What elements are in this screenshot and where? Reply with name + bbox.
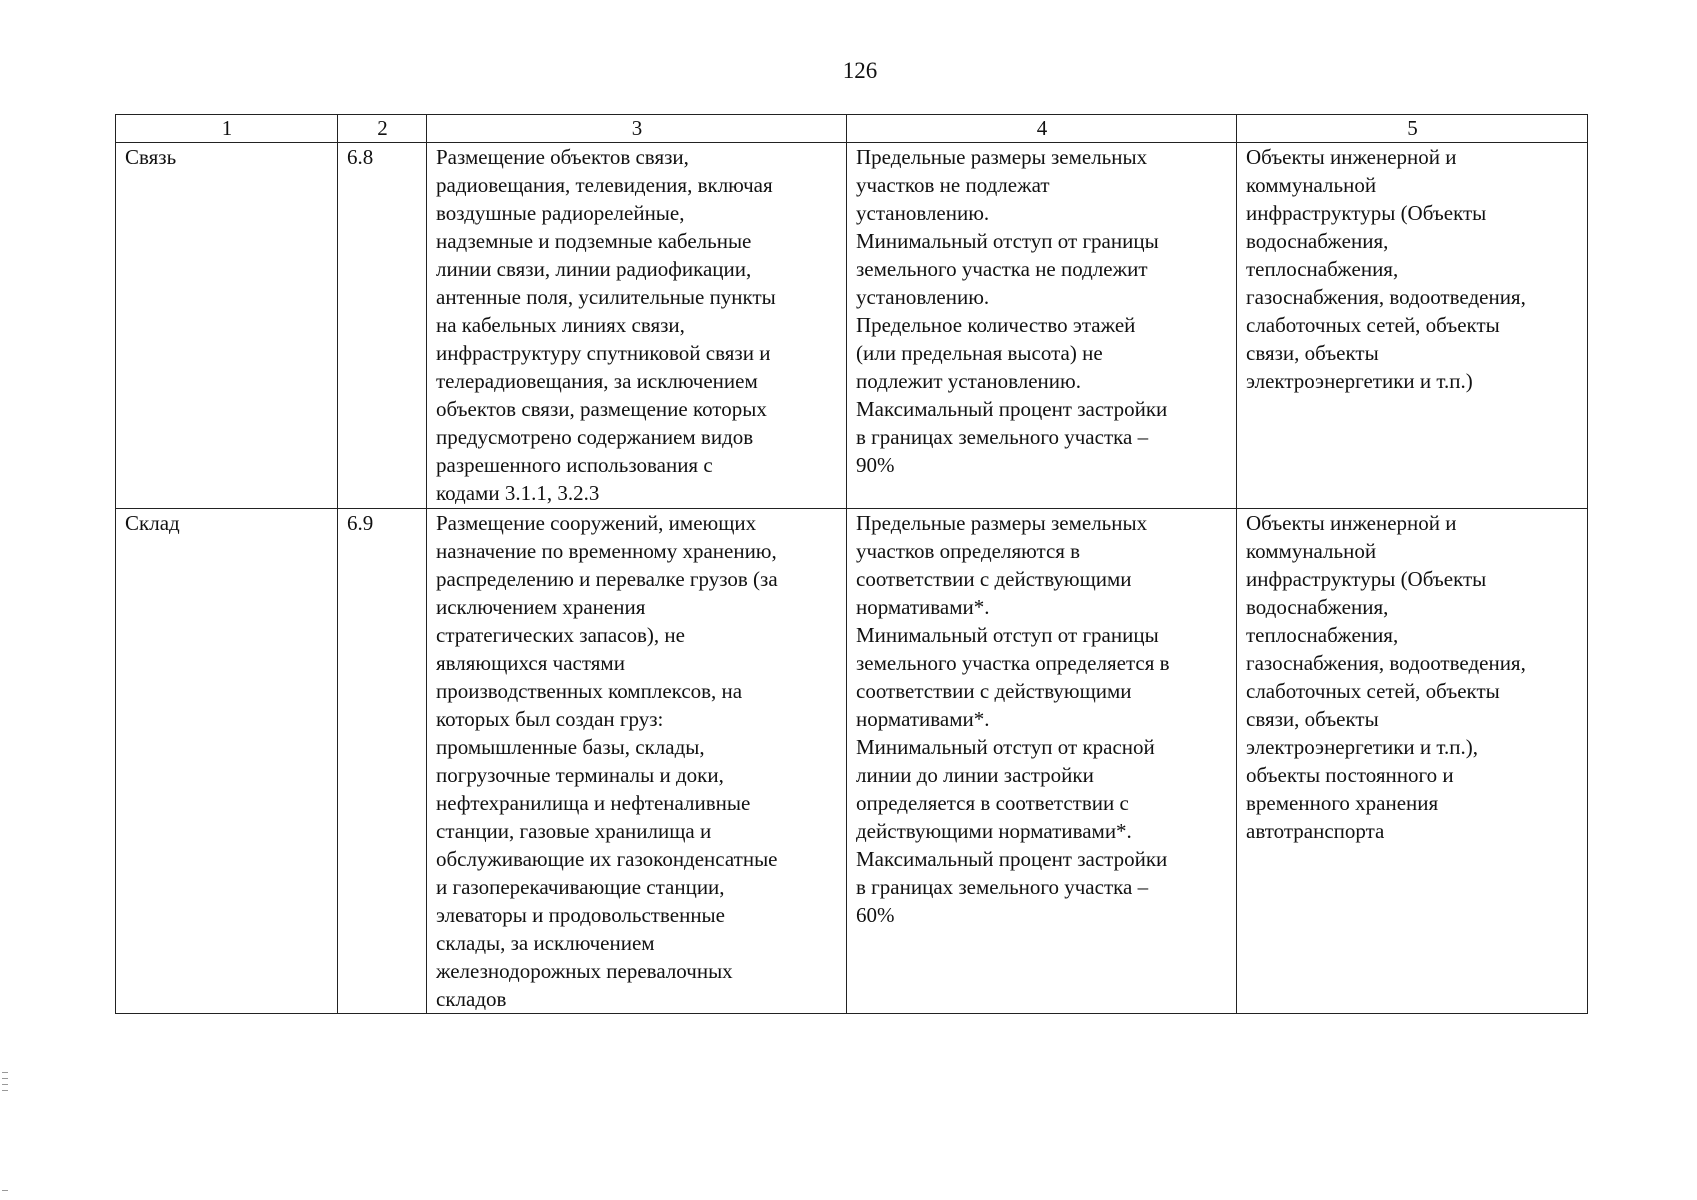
text-line: установлению.: [856, 201, 990, 225]
text-line: нефтехранилища и нефтеналивные: [436, 791, 751, 815]
table-header-row: [116, 115, 1588, 143]
scan-artifact: [2, 1190, 8, 1191]
text-line: нормативами*.: [856, 707, 990, 731]
text-line: коммунальной: [1246, 173, 1377, 197]
text-line: складов: [436, 987, 507, 1011]
scan-artifact: [2, 1072, 8, 1073]
text-line: кодами 3.1.1, 3.2.3: [436, 481, 600, 505]
text-line: Объекты инженерной и: [1246, 511, 1457, 535]
text-line: Объекты инженерной и: [1246, 145, 1457, 169]
text-line: телерадиовещания, за исключением: [436, 369, 758, 393]
text-line: установлению.: [856, 285, 990, 309]
text-line: газоснабжения, водоотведения,: [1246, 651, 1526, 675]
text-line: земельного участка определяется в: [856, 651, 1170, 675]
text-line: (или предельная высота) не: [856, 341, 1103, 365]
text-line: 60%: [856, 903, 895, 927]
land-use-name-cell: Связь: [116, 143, 338, 509]
text-line: являющихся частями: [436, 651, 625, 675]
text-line: 90%: [856, 453, 895, 477]
text-line: погрузочные терминалы и доки,: [436, 763, 724, 787]
parameters-cell: [847, 509, 1237, 1014]
text-line: и газоперекачивающие станции,: [436, 875, 725, 899]
text-line: станции, газовые хранилища и: [436, 819, 712, 843]
text-line: Минимальный отступ от границы: [856, 229, 1159, 253]
text-line: линии связи, линии радиофикации,: [436, 257, 752, 281]
text-line: Предельное количество этажей: [856, 313, 1136, 337]
text-line: действующими нормативами*.: [856, 819, 1132, 843]
description-cell: [427, 509, 847, 1014]
text-line: производственных комплексов, на: [436, 679, 743, 703]
text-line: Предельные размеры земельных: [856, 511, 1148, 535]
table-row: [116, 143, 1588, 509]
scan-artifact: [2, 1078, 8, 1079]
text-line: коммунальной: [1246, 539, 1377, 563]
text-line: в границах земельного участка –: [856, 875, 1149, 899]
text-line: соответствии с действующими: [856, 679, 1132, 703]
text-line: инфраструктуры (Объекты: [1246, 567, 1487, 591]
auxiliary-uses-cell: [1237, 143, 1588, 509]
text-line: радиовещания, телевидения, включая: [436, 173, 773, 197]
text-line: связи, объекты: [1246, 707, 1379, 731]
text-line: участков не подлежат: [856, 173, 1050, 197]
text-line: Размещение объектов связи,: [436, 145, 689, 169]
text-line: линии до линии застройки: [856, 763, 1094, 787]
text-line: объектов связи, размещение которых: [436, 397, 767, 421]
table-row: [116, 509, 1588, 1014]
text-line: в границах земельного участка –: [856, 425, 1149, 449]
text-line: Максимальный процент застройки: [856, 397, 1168, 421]
text-line: промышленные базы, склады,: [436, 735, 705, 759]
page-number: 126: [842, 58, 878, 83]
text-line: объекты постоянного и: [1246, 763, 1454, 787]
text-line: слаботочных сетей, объекты: [1246, 313, 1500, 337]
text-line: временного хранения: [1246, 791, 1439, 815]
text-line: разрешенного использования с: [436, 453, 713, 477]
scan-artifact: [2, 1084, 8, 1085]
text-line: Максимальный процент застройки: [856, 847, 1168, 871]
text-line: предусмотрено содержанием видов: [436, 425, 754, 449]
column-header: 3: [427, 115, 847, 143]
text-line: Минимальный отступ от границы: [856, 623, 1159, 647]
text-line: подлежит установлению.: [856, 369, 1081, 393]
text-line: Размещение сооружений, имеющих: [436, 511, 757, 535]
text-line: воздушные радиорелейные,: [436, 201, 685, 225]
text-line: водоснабжения,: [1246, 229, 1389, 253]
text-line: назначение по временному хранению,: [436, 539, 777, 563]
text-line: обслуживающие их газоконденсатные: [436, 847, 778, 871]
text-line: которых был создан груз:: [436, 707, 664, 731]
text-line: склады, за исключением: [436, 931, 655, 955]
text-line: определяется в соответствии с: [856, 791, 1129, 815]
text-line: автотранспорта: [1246, 819, 1385, 843]
text-line: стратегических запасов), не: [436, 623, 685, 647]
text-line: соответствии с действующими: [856, 567, 1132, 591]
text-line: распределению и перевалке грузов (за: [436, 567, 778, 591]
text-line: элеваторы и продовольственные: [436, 903, 725, 927]
text-line: связи, объекты: [1246, 341, 1379, 365]
column-header: 2: [338, 115, 427, 143]
text-line: инфраструктуру спутниковой связи и: [436, 341, 771, 365]
land-use-code-cell: 6.8: [338, 143, 427, 509]
description-cell: [427, 143, 847, 509]
text-line: водоснабжения,: [1246, 595, 1389, 619]
text-line: на кабельных линиях связи,: [436, 313, 685, 337]
text-line: Предельные размеры земельных: [856, 145, 1148, 169]
text-line: инфраструктуры (Объекты: [1246, 201, 1487, 225]
column-header: 4: [847, 115, 1237, 143]
text-line: земельного участка не подлежит: [856, 257, 1148, 281]
text-line: надземные и подземные кабельные: [436, 229, 752, 253]
land-use-table: [115, 114, 1588, 1014]
auxiliary-uses-cell: [1237, 509, 1588, 1014]
text-line: теплоснабжения,: [1246, 623, 1399, 647]
text-line: железнодорожных перевалочных: [436, 959, 733, 983]
text-line: теплоснабжения,: [1246, 257, 1399, 281]
text-line: исключением хранения: [436, 595, 646, 619]
scan-artifact: [2, 1090, 8, 1091]
text-line: электроэнергетики и т.п.),: [1246, 735, 1478, 759]
land-use-name-cell: Склад: [116, 509, 338, 1014]
column-header: 1: [116, 115, 338, 143]
parameters-cell: [847, 143, 1237, 509]
text-line: газоснабжения, водоотведения,: [1246, 285, 1526, 309]
text-line: антенные поля, усилительные пункты: [436, 285, 776, 309]
land-use-code-cell: 6.9: [338, 509, 427, 1014]
text-line: слаботочных сетей, объекты: [1246, 679, 1500, 703]
text-line: участков определяются в: [856, 539, 1081, 563]
text-line: нормативами*.: [856, 595, 990, 619]
text-line: Минимальный отступ от красной: [856, 735, 1155, 759]
column-header: 5: [1237, 115, 1588, 143]
text-line: электроэнергетики и т.п.): [1246, 369, 1473, 393]
